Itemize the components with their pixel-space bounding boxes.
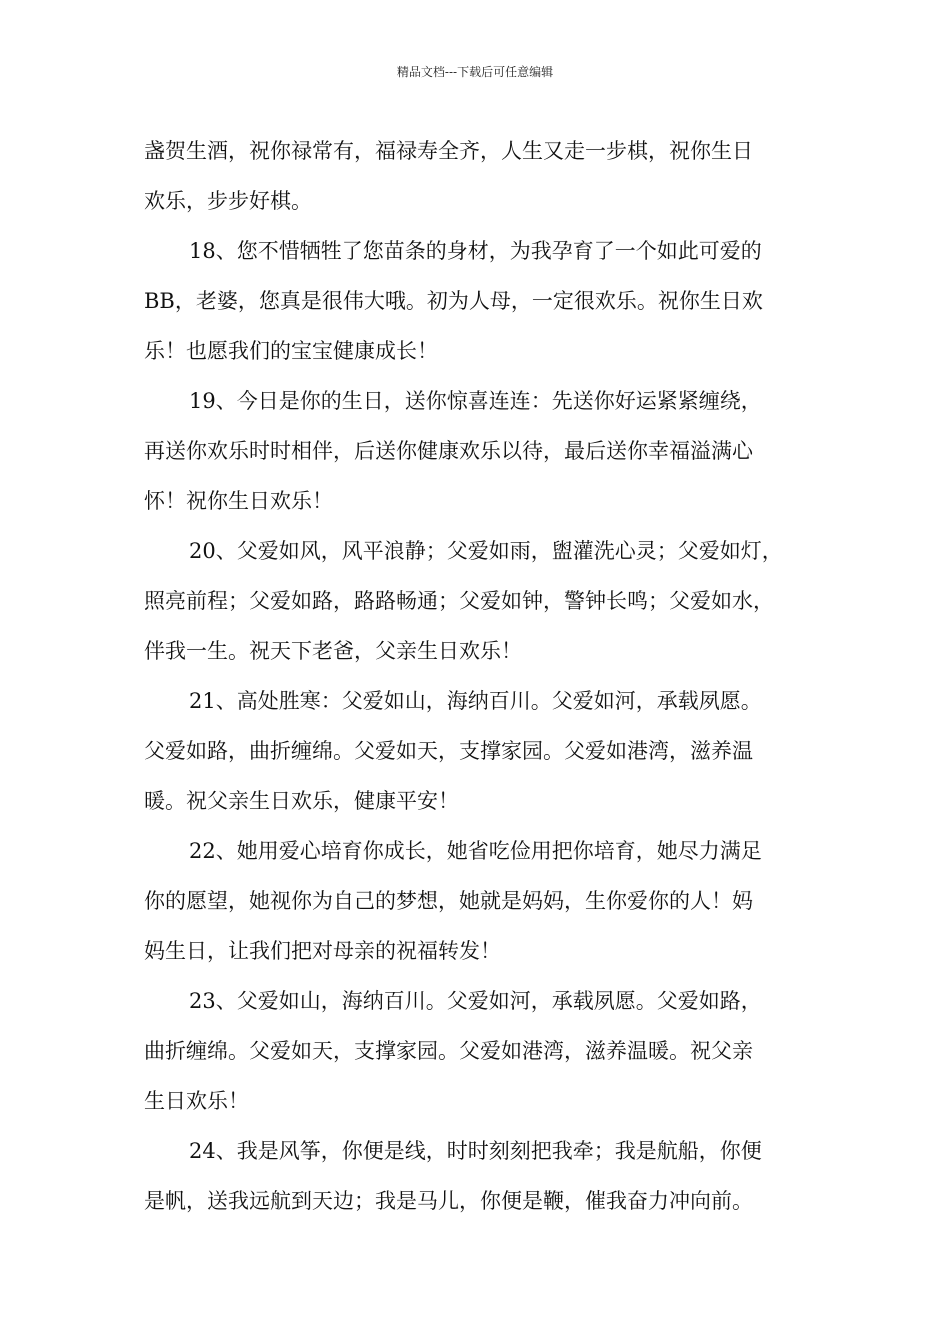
text-line: 伴我一生。祝天下老爸，父亲生日欢乐！ bbox=[144, 639, 522, 663]
paragraph-18 bbox=[144, 226, 806, 376]
text-line: BB，老婆，您真是很伟大哦。初为人母，一定很欢乐。祝你生日欢 bbox=[144, 289, 763, 313]
text-line: 再送你欢乐时时相伴，后送你健康欢乐以待，最后送你幸福溢满心 bbox=[144, 439, 753, 463]
paragraph-21 bbox=[144, 676, 806, 826]
paragraph-22 bbox=[144, 826, 806, 976]
text-line: 欢乐，步步好棋。 bbox=[144, 189, 312, 213]
text-line: 23、父爱如山，海纳百川。父爱如河，承载夙愿。父爱如路， bbox=[189, 989, 762, 1013]
text-line: 22、她用爱心培育你成长，她省吃俭用把你培育，她尽力满足 bbox=[189, 839, 762, 863]
page-header: 精品文档---下载后可任意编辑 bbox=[396, 65, 554, 79]
text-line: 21、高处胜寒：父爱如山，海纳百川。父爱如河，承载夙愿。 bbox=[189, 689, 762, 713]
paragraph-continuation bbox=[144, 126, 806, 226]
paragraph-19 bbox=[144, 376, 806, 526]
text-line: 乐！也愿我们的宝宝健康成长！ bbox=[144, 339, 438, 363]
text-line: 是帆，送我远航到天边；我是马儿，你便是鞭，催我奋力冲向前。 bbox=[144, 1189, 753, 1213]
text-line: 暖。祝父亲生日欢乐，健康平安！ bbox=[144, 789, 459, 813]
text-line: 父爱如路，曲折缠绵。父爱如天，支撑家园。父爱如港湾，滋养温 bbox=[144, 739, 753, 763]
text-line: 生日欢乐！ bbox=[144, 1089, 249, 1113]
paragraph-24 bbox=[144, 1126, 806, 1226]
paragraph-23 bbox=[144, 976, 806, 1126]
text-line: 24、我是风筝，你便是线，时时刻刻把我牵；我是航船，你便 bbox=[189, 1139, 762, 1163]
text-line: 19、今日是你的生日，送你惊喜连连：先送你好运紧紧缠绕， bbox=[189, 389, 762, 413]
text-line: 20、父爱如风，风平浪静；父爱如雨，盥灌洗心灵；父爱如灯， bbox=[189, 539, 783, 563]
paragraph-20 bbox=[144, 526, 806, 676]
document-body bbox=[144, 126, 806, 1226]
text-line: 盏贺生酒，祝你禄常有，福禄寿全齐，人生又走一步棋，祝你生日 bbox=[144, 139, 753, 163]
text-line: 18、您不惜牺牲了您苗条的身材，为我孕育了一个如此可爱的 bbox=[189, 239, 762, 263]
text-line: 你的愿望，她视你为自己的梦想，她就是妈妈，生你爱你的人！妈 bbox=[144, 889, 753, 913]
text-line: 曲折缠绵。父爱如天，支撑家园。父爱如港湾，滋养温暖。祝父亲 bbox=[144, 1039, 753, 1063]
text-line: 妈生日，让我们把对母亲的祝福转发！ bbox=[144, 939, 501, 963]
text-line: 怀！祝你生日欢乐！ bbox=[144, 489, 333, 513]
text-line: 照亮前程；父爱如路，路路畅通；父爱如钟，警钟长鸣；父爱如水， bbox=[144, 589, 774, 613]
